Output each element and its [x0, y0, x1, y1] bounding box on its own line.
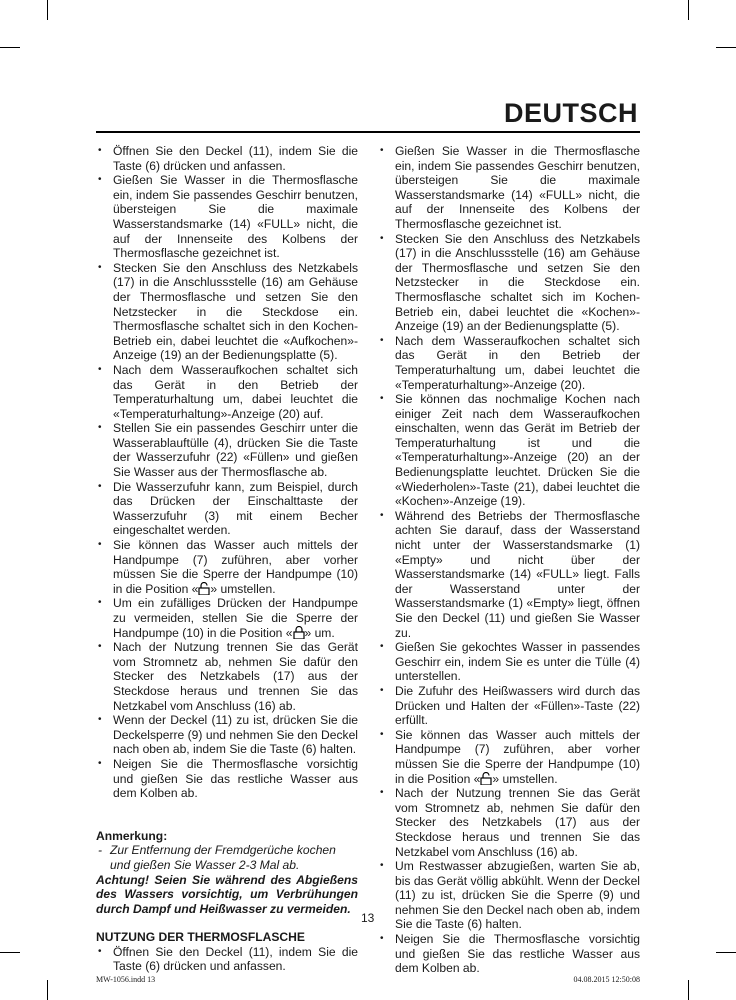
footer-timestamp: 04.08.2015 12:50:08 [573, 975, 640, 984]
list-item: • Öffnen Sie den Deckel (11), indem Sie die Taste (6) drücken und anfassen. [96, 945, 358, 974]
list-item [96, 538, 358, 596]
list-item-text: » umstellen. [210, 581, 276, 596]
crop-mark [716, 952, 736, 953]
bullet-list [378, 144, 640, 976]
list-item: • Um Restwasser abzugießen, warten Sie ab, bis das Gerät völlig abkühlt. Wenn der Deckel (11) zu ist, drücken Sie die Sperre (9) und nehmen Sie den Deckel nach oben ab, indem Sie die Taste (6) halten. [378, 859, 640, 932]
page-title: DEUTSCH [503, 98, 638, 128]
note-title: Anmerkung: [96, 828, 168, 843]
list-item: • Gießen Sie gekochtes Wasser in passendes Geschirr ein, indem Sie es unter die Tülle (4) unterstellen. [378, 640, 640, 684]
list-item: • Öffnen Sie den Deckel (11), indem Sie die Taste (6) drücken und anfassen. [96, 144, 358, 173]
section-title: NUTZUNG DER THERMOSFLASCHE [96, 930, 305, 945]
list-item: • Die Zufuhr des Heißwassers wird durch das Drücken und Halten der «Füllen»-Taste (22) erfüllt. [378, 684, 640, 728]
list-item-text: » um. [304, 625, 335, 640]
list-item: • Wenn der Deckel (11) zu ist, drücken Sie die Deckelsperre (9) und nehmen Sie den Deckel nach oben ab, indem Sie die Taste (6) halten. [96, 713, 358, 757]
crop-mark [0, 952, 20, 953]
list-item: • Neigen Sie die Thermosflasche vorsichtig und gießen Sie das restliche Wasser aus dem Kolben ab. [96, 757, 358, 801]
note-line: - Zur Entfernung der Fremdgerüche kochen und gießen Sie Wasser 2-3 Mal ab. [96, 843, 358, 872]
list-item-text: Sie können das Wasser auch mittels der Handpumpe (7) zuführen, aber vorher müssen Sie die Sperre der Handpumpe (10) in die Position « [395, 727, 640, 786]
right-column [378, 144, 640, 976]
list-item: • Stellen Sie ein passendes Geschirr unter die Wasserablauftülle (4), drücken Sie die Taste der Wasserzufuhr (22) «Füllen» und gießen Sie Wasser aus der Thermosflasche ab. [96, 421, 358, 479]
list-item: • Sie können das nochmalige Kochen nach einiger Zeit nach dem Wasseraufkochen einschalten, wenn das Gerät im Betrieb der Temperaturhaltung ist und die «Temperaturhaltung»-Anzeige (20) an der Bedienungsplatte leuchtet. Drücken Sie die «Wiederholen»-Taste (21), dabei leuchtet die «Kochen»-Anzeige (19). [378, 392, 640, 509]
footer-file-info: MW-1056.indd 13 [96, 975, 156, 984]
lock-open-icon [480, 772, 492, 785]
list-item: • Nach dem Wasseraufkochen schaltet sich das Gerät in den Betrieb der Temperaturhaltung um, dabei leuchtet die «Temperaturhaltung»-Anzeige (20) auf. [96, 363, 358, 421]
lock-open-icon [198, 582, 210, 595]
crop-mark [716, 47, 736, 48]
bullet-list [96, 144, 358, 801]
list-item: • Nach dem Wasseraufkochen schaltet sich das Gerät in den Betrieb der Temperaturhaltung um, dabei leuchtet die «Temperaturhaltung»-Anzeige (20). [378, 334, 640, 392]
list-item: • Nach der Nutzung trennen Sie das Gerät vom Stromnetz ab, nehmen Sie dafür den Stecker des Netzkabels (17) aus der Steckdose heraus und trennen Sie das Netzkabel vom Anschluss (16) ab. [96, 640, 358, 713]
list-item: • Die Wasserzufuhr kann, zum Beispiel, durch das Drücken der Einschalttaste der Wasserzufuhr (3) mit einem Becher eingeschaltet werden. [96, 480, 358, 538]
lock-closed-icon [293, 626, 305, 639]
list-item-text: Sie können das Wasser auch mittels der Handpumpe (7) zuführen, aber vorher müssen Sie die Sperre der Handpumpe (10) in die Position « [113, 538, 358, 596]
crop-mark [0, 47, 20, 48]
list-item: • Gießen Sie Wasser in die Thermosflasche ein, indem Sie passendes Geschirr benutzen, übersteigen Sie die maximale Wasserstandsmarke (14) «FULL» nicht, die auf der Innenseite des Kolbens der Thermosflasche gezeichnet ist. [378, 144, 640, 232]
list-item [378, 728, 640, 786]
list-item: • Stecken Sie den Anschluss des Netzkabels (17) in die Anschlussstelle (16) am Gehäuse der Thermosflasche und setzen Sie den Netzstecker in die Steckdose ein. Thermosflasche schaltet sich in den Kochen-Betrieb ein, dabei leuchtet die «Aufkochen»-Anzeige (19) an der Bedienungsplatte (5). [96, 261, 358, 363]
page-number: 13 [361, 911, 375, 925]
list-item: • Während des Betriebs der Thermosflasche achten Sie darauf, dass der Wasserstand nicht unter der Wasserstandsmarke (1) «Empty» und nicht über der Wasserstandsmarke (14) «FULL» liegt. Falls der Wasserstand unter der Wasserstandsmarke (1) «Empty» liegt, öffnen Sie den Deckel (11) und gießen Sie Wasser zu. [378, 509, 640, 640]
list-item-text: Um ein zufälliges Drücken der Handpumpe zu vermeiden, stellen Sie die Sperre der Handpumpe (10) in die Position « [113, 596, 358, 640]
list-item: • Nach der Nutzung trennen Sie das Gerät vom Stromnetz ab, nehmen Sie dafür den Stecker des Netzkabels (17) aus der Steckdose heraus und trennen Sie das Netzkabel vom Anschluss (16) ab. [378, 786, 640, 859]
warning-text: Achtung! Seien Sie während des Abgießens des Wassers vorsichtig, um Verbrühungen durch Dampf und Heißwasser zu vermeiden. [96, 872, 358, 916]
header-rule [96, 131, 640, 133]
list-item-text: » umstellen. [492, 771, 558, 786]
bullet-list [96, 945, 358, 974]
crop-mark [47, 0, 48, 20]
list-item: • Gießen Sie Wasser in die Thermosflasche ein, indem Sie passendes Geschirr benutzen, übersteigen Sie die maximale Wasserstandsmarke (14) «FULL» nicht, die auf der Innenseite des Kolbens der Thermosflasche gezeichnet ist. [96, 173, 358, 261]
crop-mark [688, 0, 689, 20]
list-item: • Neigen Sie die Thermosflasche vorsichtig und gießen Sie das restliche Wasser aus dem Kolben ab. [378, 932, 640, 976]
crop-mark [688, 980, 689, 1000]
list-item [96, 596, 358, 640]
left-column [96, 144, 358, 974]
list-item: • Stecken Sie den Anschluss des Netzkabels (17) in die Anschlussstelle (16) am Gehäuse der Thermosflasche und setzen Sie den Netzstecker in die Steckdose ein. Thermosflasche schaltet sich im Kochen-Betrieb ein, dabei leuchtet die «Kochen»-Anzeige (19) an der Bedienungsplatte (5). [378, 232, 640, 334]
crop-mark [47, 980, 48, 1000]
